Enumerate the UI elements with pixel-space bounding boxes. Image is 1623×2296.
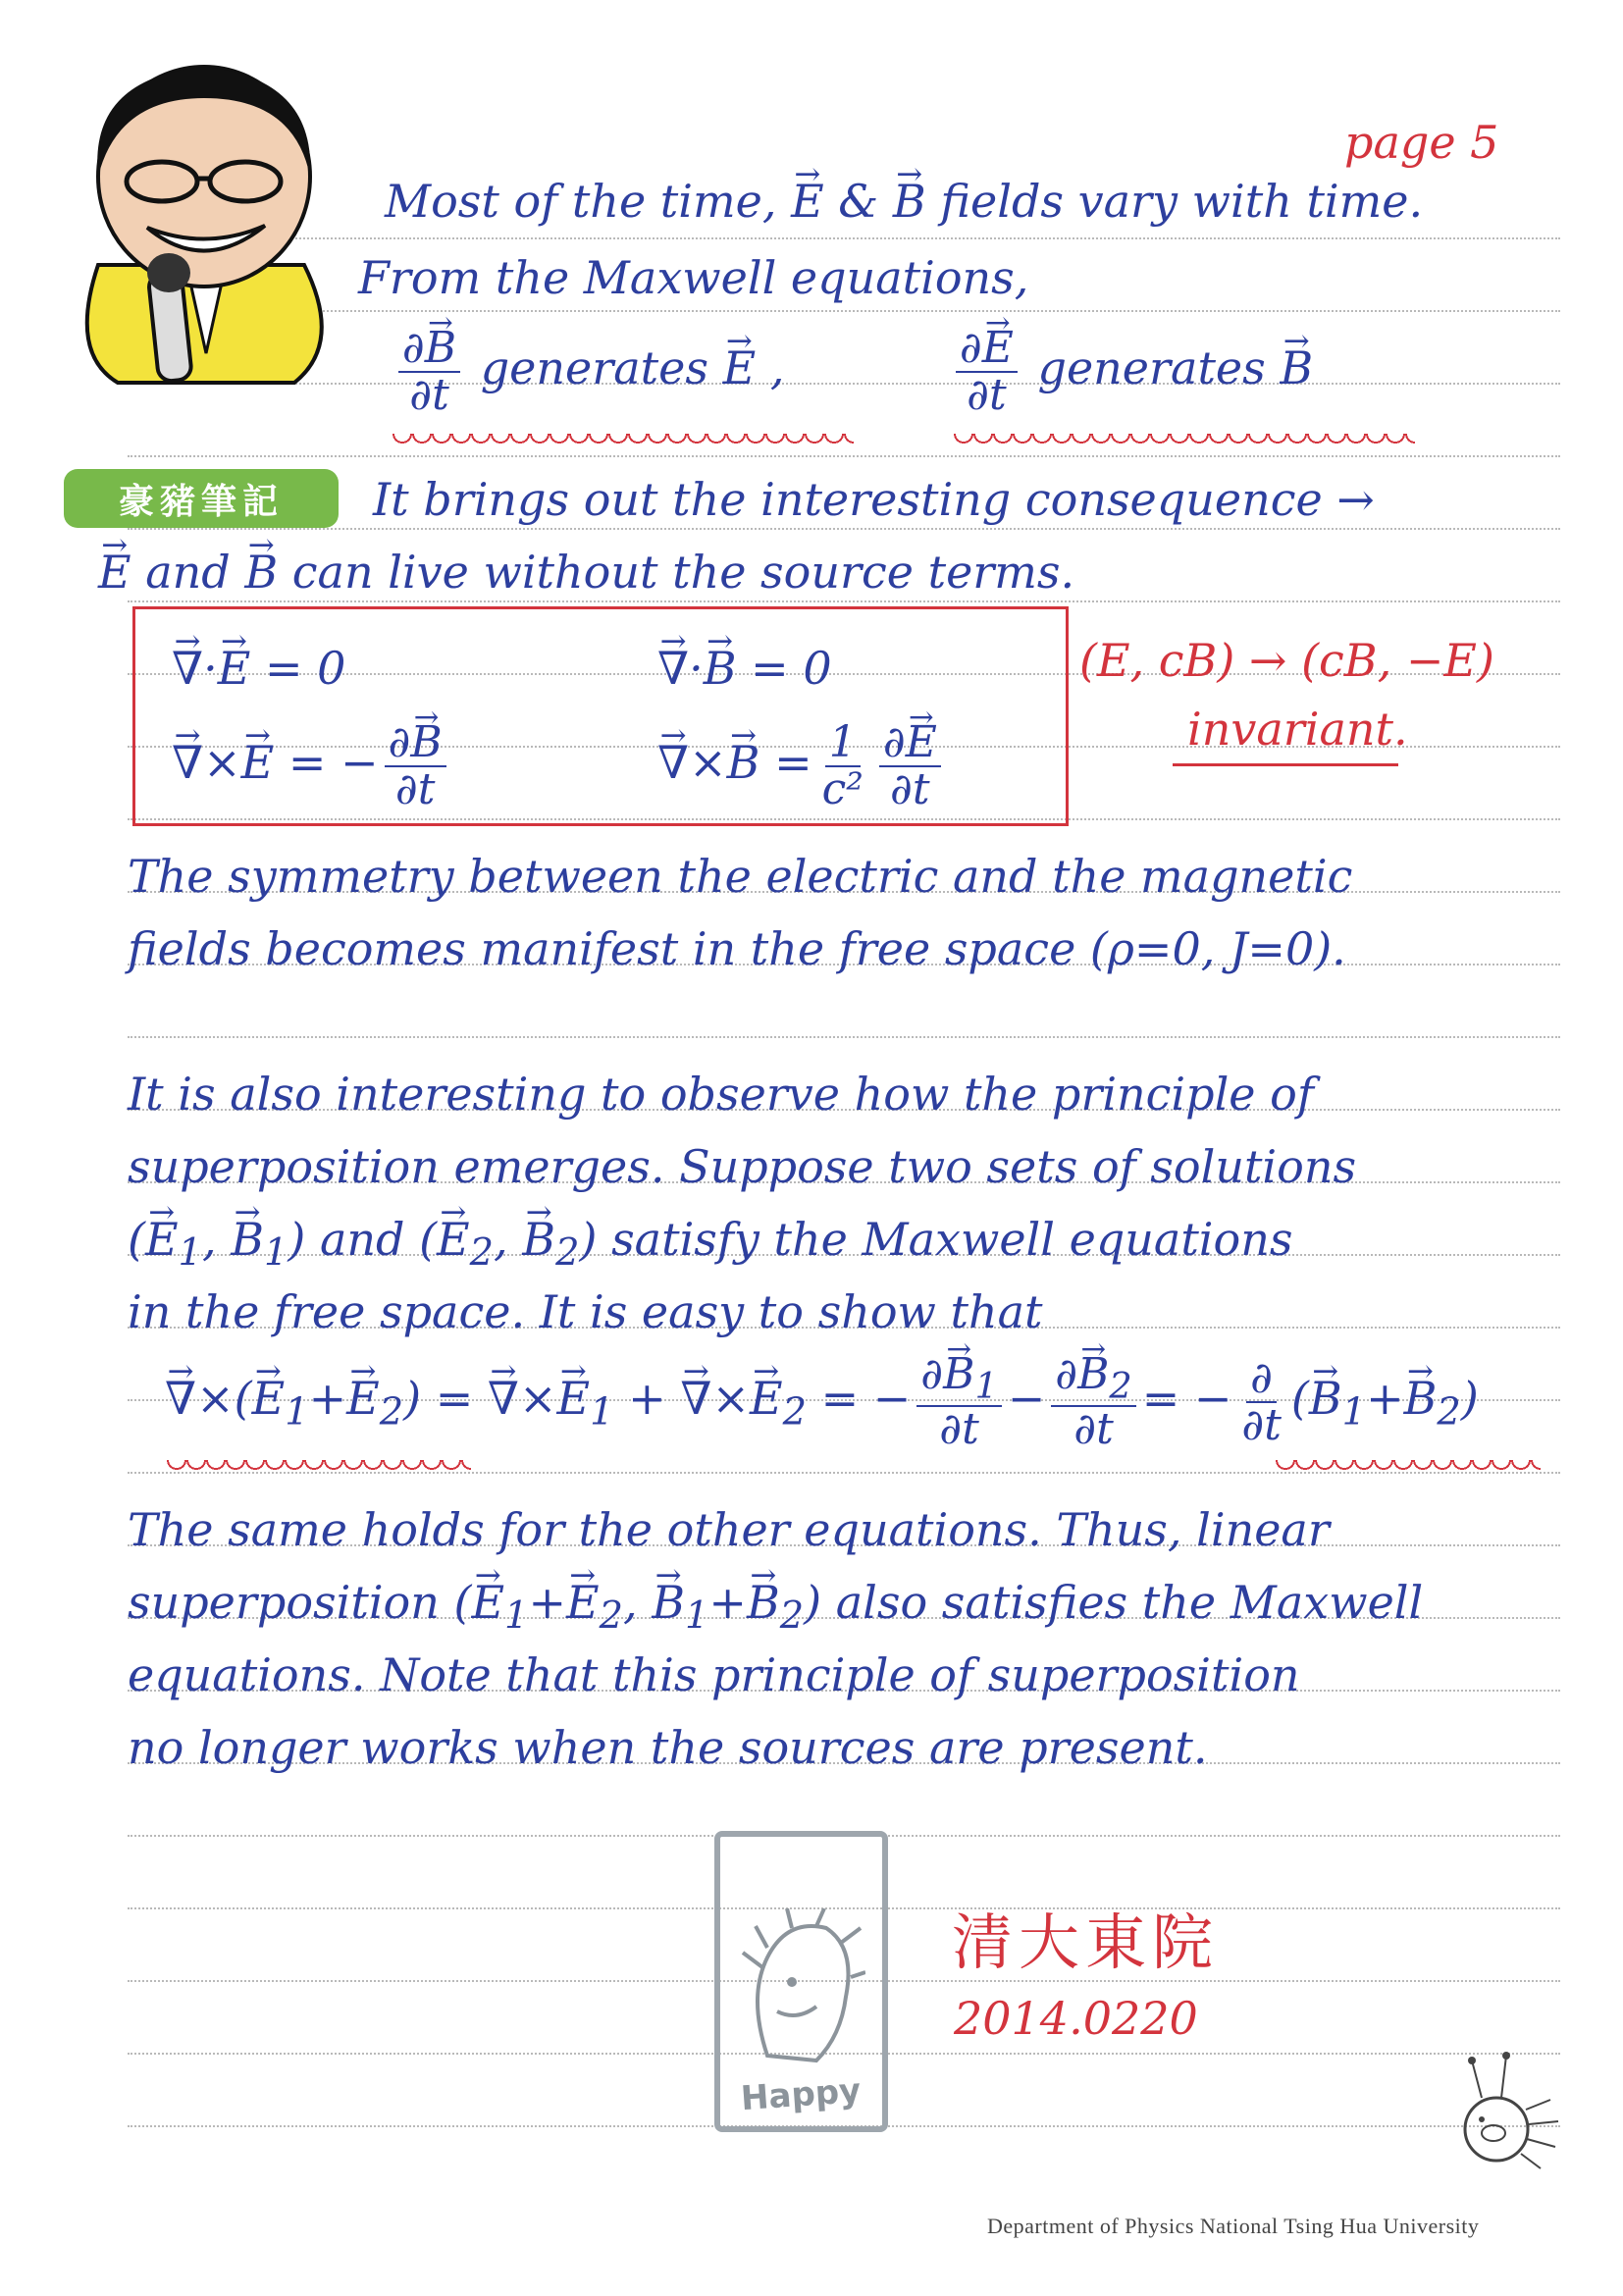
- text-line: It brings out the interesting consequence →: [373, 473, 1375, 526]
- duality-note: (E, cB) → (cB, −E): [1079, 634, 1494, 687]
- text-line: The symmetry between the electric and the magnetic: [128, 850, 1353, 903]
- text-line-part: superposition: [128, 1576, 440, 1629]
- vector-e-symbol: → E: [98, 548, 131, 598]
- red-underline: [1173, 763, 1398, 766]
- text-line: [98, 548, 1074, 598]
- ampere-law-equation: → ∇×→ B = $\frac{1}{\text{c²}}$ $\frac{\partial\to E}{\partial t}$: [657, 720, 947, 812]
- ruled-line: [128, 600, 1560, 602]
- text-line-part: also satisfies the Maxwell: [835, 1576, 1424, 1629]
- text-line-part: generates: [480, 341, 708, 395]
- cartoon-mascot-illustration: [59, 59, 353, 471]
- equation-line: $\frac{\partial\to B}{\partial t}$ generates → E ,: [393, 326, 784, 418]
- text-line-part: fields vary with time.: [940, 175, 1424, 228]
- text-line-part: generates: [1037, 341, 1266, 395]
- text-line: in the free space. It is easy to show that: [128, 1285, 1043, 1338]
- gauss-magnetism-equation: → ∇·→ B = 0: [657, 644, 832, 694]
- vector-b-symbol: → B: [893, 177, 926, 227]
- happy-lion-stamp: [714, 1831, 888, 2132]
- text-line: fields becomes manifest in the free space (ρ=0, J=0).: [128, 922, 1346, 975]
- note-series-tag: 豪豬筆記: [64, 469, 339, 528]
- text-line: no longer works when the sources are present.: [128, 1721, 1208, 1774]
- text-line: It is also interesting to observe how the principle of: [128, 1068, 1314, 1121]
- fraction: $\frac{\partial\to E}{\partial t}$: [956, 326, 1018, 418]
- lion-head-icon: [738, 1908, 865, 2075]
- ruled-line: [128, 1036, 1560, 1038]
- hedgehog-doodle-icon: [1442, 2051, 1570, 2178]
- text-line: equations. Note that this principle of superposition: [128, 1648, 1300, 1701]
- fraction: $\frac{\partial\to B}{\partial t}$: [398, 326, 460, 418]
- red-wavy-underline: [393, 434, 854, 451]
- vector-e-symbol: → E: [723, 343, 757, 393]
- text-line-part: satisfy the Maxwell equations: [611, 1213, 1293, 1266]
- vector-e-symbol: → E: [791, 177, 824, 227]
- text-line-part: can live without the source terms.: [291, 546, 1075, 599]
- vector-b-symbol: → B: [244, 548, 278, 598]
- text-line: (→ $E_1$, → $B_1$) and (→ $E_2$, → $B_2$) satisfy the Maxwell equations: [128, 1215, 1292, 1274]
- text-line: The same holds for the other equations. Thus, linear: [128, 1503, 1330, 1556]
- signature-date: 2014.0220: [954, 1992, 1198, 2045]
- text-line: superposition emerges. Suppose two sets of solutions: [128, 1140, 1357, 1193]
- faraday-law-equation: → ∇×→ E = − $\frac{\partial\to B}{\partial t}$: [172, 720, 452, 812]
- superposition-equation: → ∇×(→ $E_1+\to E_2$) = → ∇×→ $E_1$ + → ∇×→ $E_2$ = − $\frac{\partial\to B_1}{\partial t}$ − $\frac{\partial\to B_2}{\partial t}$ = − $\frac{\partial}{\partial t}$ (→ $B_1+\to B_2$): [165, 1352, 1479, 1452]
- stamp-label: Happy: [740, 2070, 863, 2119]
- text-line: Most of the time, → E & → B fields vary with time.: [385, 177, 1423, 227]
- equation-line: [950, 323, 1314, 421]
- gauss-law-equation: → ∇·→ E = 0: [172, 644, 345, 694]
- page-number: page 5: [1344, 116, 1499, 169]
- text-line-part: and: [319, 1213, 405, 1266]
- vector-b-symbol: → B: [1280, 343, 1313, 393]
- institution-footer: Department of Physics National Tsing Hua University: [987, 2214, 1480, 2238]
- red-wavy-underline: [954, 434, 1415, 451]
- red-wavy-underline: [1276, 1460, 1541, 1478]
- text-line: superposition (→ $E_1+\to E_2$, → $B_1+\to B_2$) also satisfies the Maxwell: [128, 1578, 1423, 1637]
- red-wavy-underline: [167, 1460, 471, 1478]
- text-line-part: It brings out the interesting consequence: [373, 473, 1323, 526]
- ruled-line: [128, 528, 1560, 530]
- text-line-part: and: [145, 546, 231, 599]
- text-line-part: Most of the time,: [385, 175, 777, 228]
- text-line: From the Maxwell equations,: [358, 251, 1029, 304]
- invariant-note: invariant.: [1187, 703, 1408, 756]
- signature-name: 清大東院: [952, 1906, 1220, 1978]
